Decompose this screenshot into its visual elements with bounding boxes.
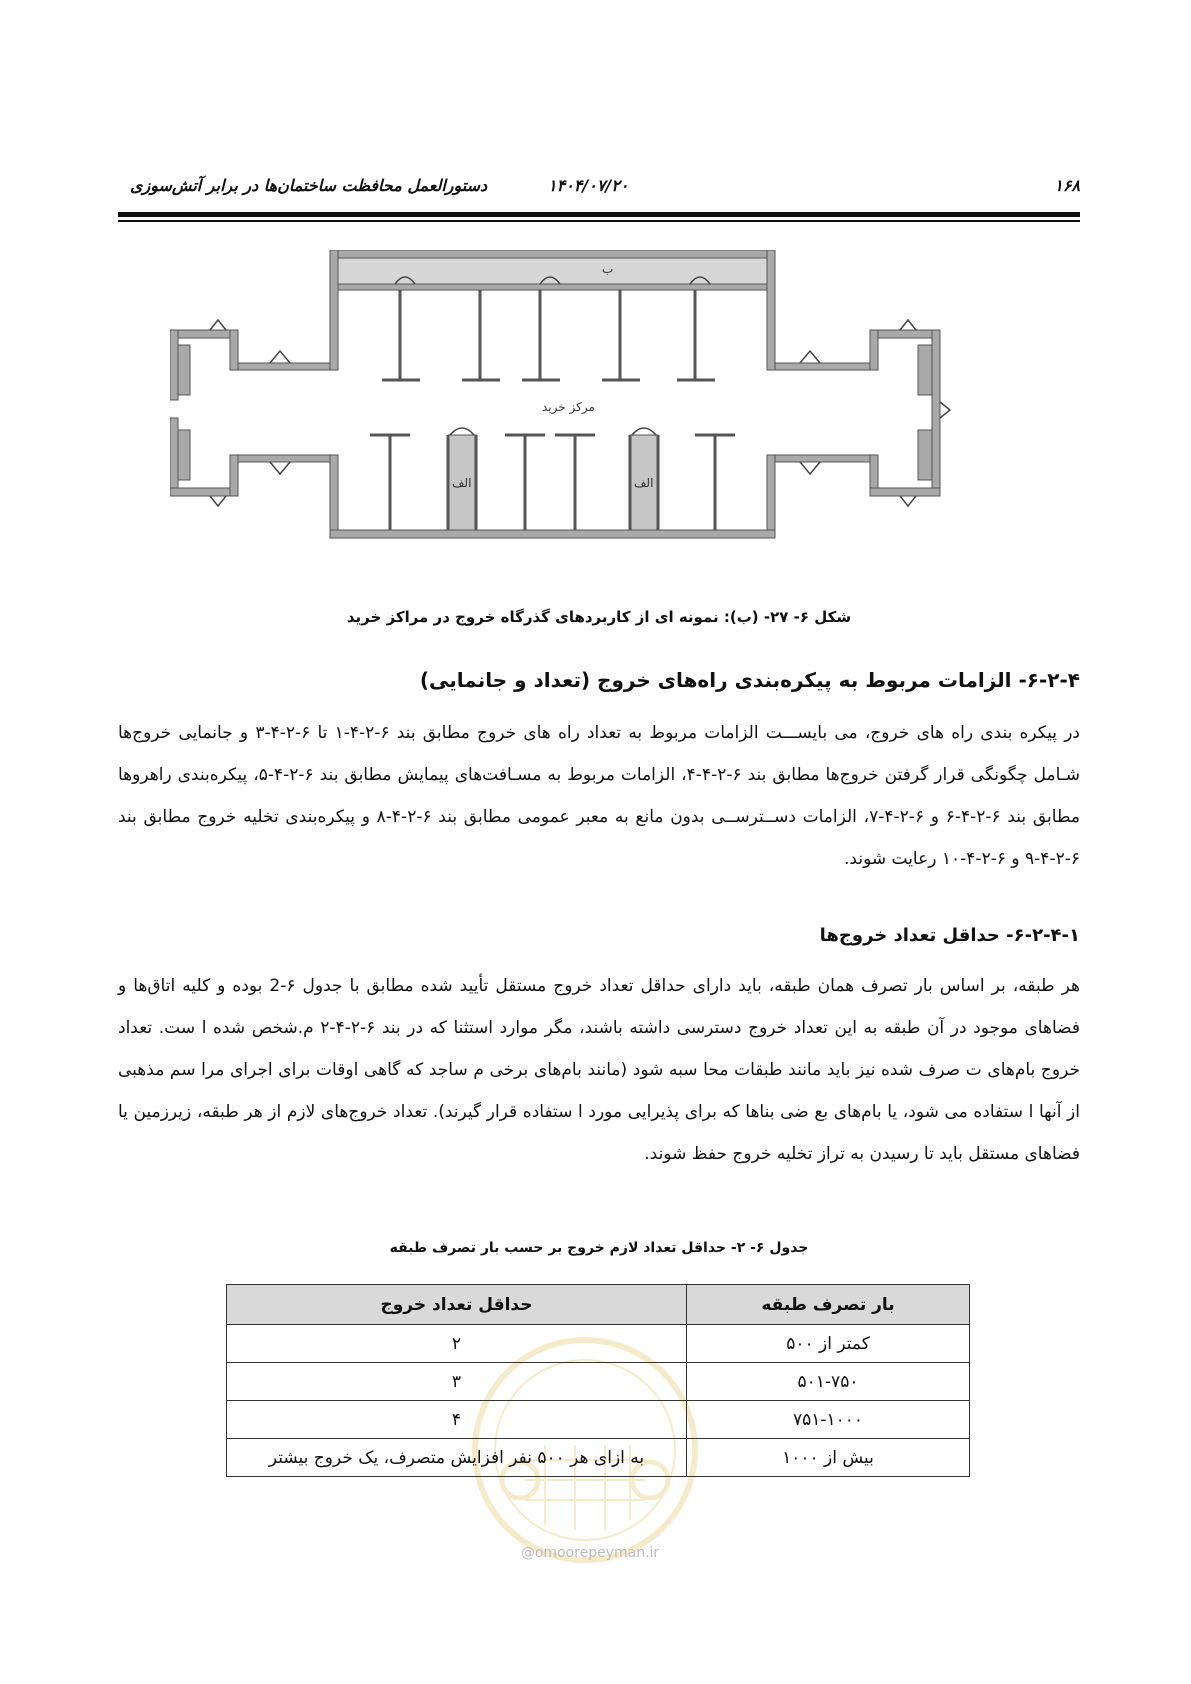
floor-plan-drawing <box>170 250 1020 585</box>
header-rule-thin <box>118 220 1080 222</box>
label-alef-passage-1: الف <box>452 476 472 490</box>
label-shopping-center: مرکز خرید <box>542 400 595 414</box>
table-row <box>227 1325 970 1363</box>
cell-min-exits: ۴ <box>227 1401 687 1439</box>
header-title: دستورالعمل محافظت ساختمان‌ها در برابر آتش‌سوزی <box>130 176 488 195</box>
header-date: ۱۴۰۴/۰۷/۲۰ <box>548 176 629 195</box>
figure-caption: شکل ۶- ۲۷- (ب): نمونه ای از کاربردهای گذرگاه خروج در مراکز خرید <box>346 608 852 626</box>
cell-occupant-load: بیش از ۱۰۰۰ <box>687 1439 970 1477</box>
label-alef-passage-2: الف <box>634 476 654 490</box>
cell-min-exits: به ازای هر ۵۰۰ نفر افزایش متصرف، یک خروج بیشتر <box>227 1439 687 1477</box>
exits-table <box>226 1284 970 1477</box>
watermark-text: @omoorepeyman.ir <box>520 1545 660 1561</box>
shopping-center-floor-plan <box>170 250 1020 585</box>
cell-min-exits: ۳ <box>227 1363 687 1401</box>
subsection-paragraph: هر طبقه، بر اساس بار تصرف همان طبقه، باید دارای حداقل تعداد خروج مستقل تأیید شده مطابق با جدول ۶-2 بوده و کلیه اتاق‌ها و فضاهای موجود در آن طبقه به این تعداد خروج دسترسی داشته باشند، مگر موارد استثنا که در بند ۶-۲-۴-۲ م.شخص شده ا ست. تعداد خروج بام‌های ت صرف شده نیز باید مانند طبقات محا سبه شود (مانند بام‌های برخی م ساجد که گاهی اوقات برای اجرای مرا سم مذهبی از آنها ا ستفاده می شود، یا بام‌های بع ضی بناها که برای پذیرایی مورد ا ستفاده قرار گیرند). تعداد خروج‌های لازم از هر طبقه، زیرزمین یا فضاهای مستقل باید تا رسیدن به تراز تخلیه خروج حفظ شوند. <box>118 976 1080 1164</box>
page-header <box>118 176 1080 204</box>
header-occupant-load: بار تصرف طبقه <box>687 1285 970 1325</box>
cell-min-exits: ۲ <box>227 1325 687 1363</box>
table-row <box>227 1401 970 1439</box>
page-number: ۱۶۸ <box>1054 176 1080 195</box>
header-min-exits: حداقل تعداد خروج <box>227 1285 687 1325</box>
table-row <box>227 1439 970 1477</box>
table-row <box>227 1363 970 1401</box>
cell-occupant-load: ۵۰۱-۷۵۰ <box>687 1363 970 1401</box>
section-paragraph: در پیکره بندی راه های خروج، می بایســـت الزامات مربوط به تعداد راه های خروج مطابق بند ۶-۲-۴-۱ تا ۶-۲-۴-۳ و جانمایی خروج‌ها شـامل چگونگی قرار گرفتن خروج‌ها مطابق بند ۶-۲-۴-۴، الزامات مربوط به مسـافت‌های پیمایش مطابق بند ۶-۲-۴-۵، پیکره‌بندی راهروها مطابق بند ۶-۲-۴-۶ و ۶-۲-۴-۷، الزامات دســترســی بدون مانع به معبر عمومی مطابق بند ۶-۲-۴-۸ و پیکره‌بندی تخلیه خروج مطابق بند ۶-۲-۴-۹ و ۶-۲-۴-۱۰ رعایت شوند. <box>118 723 1081 869</box>
subsection-heading: ۶-۲-۴-۱- حداقل تعداد خروج‌ها <box>819 925 1080 946</box>
table-header-row <box>227 1285 970 1325</box>
header-rule-thick <box>118 212 1080 217</box>
label-b-corridor: ب <box>602 262 614 276</box>
cell-occupant-load: ۷۵۱-۱۰۰۰ <box>687 1401 970 1439</box>
table-caption: جدول ۶- ۲- حداقل تعداد لازم خروج بر حسب بار تصرف طبقه <box>389 1240 809 1256</box>
cell-occupant-load: کمتر از ۵۰۰ <box>687 1325 970 1363</box>
section-heading: ۶-۲-۴- الزامات مربوط به پیکره‌بندی راه‌های خروج (تعداد و جانمایی) <box>419 668 1080 692</box>
